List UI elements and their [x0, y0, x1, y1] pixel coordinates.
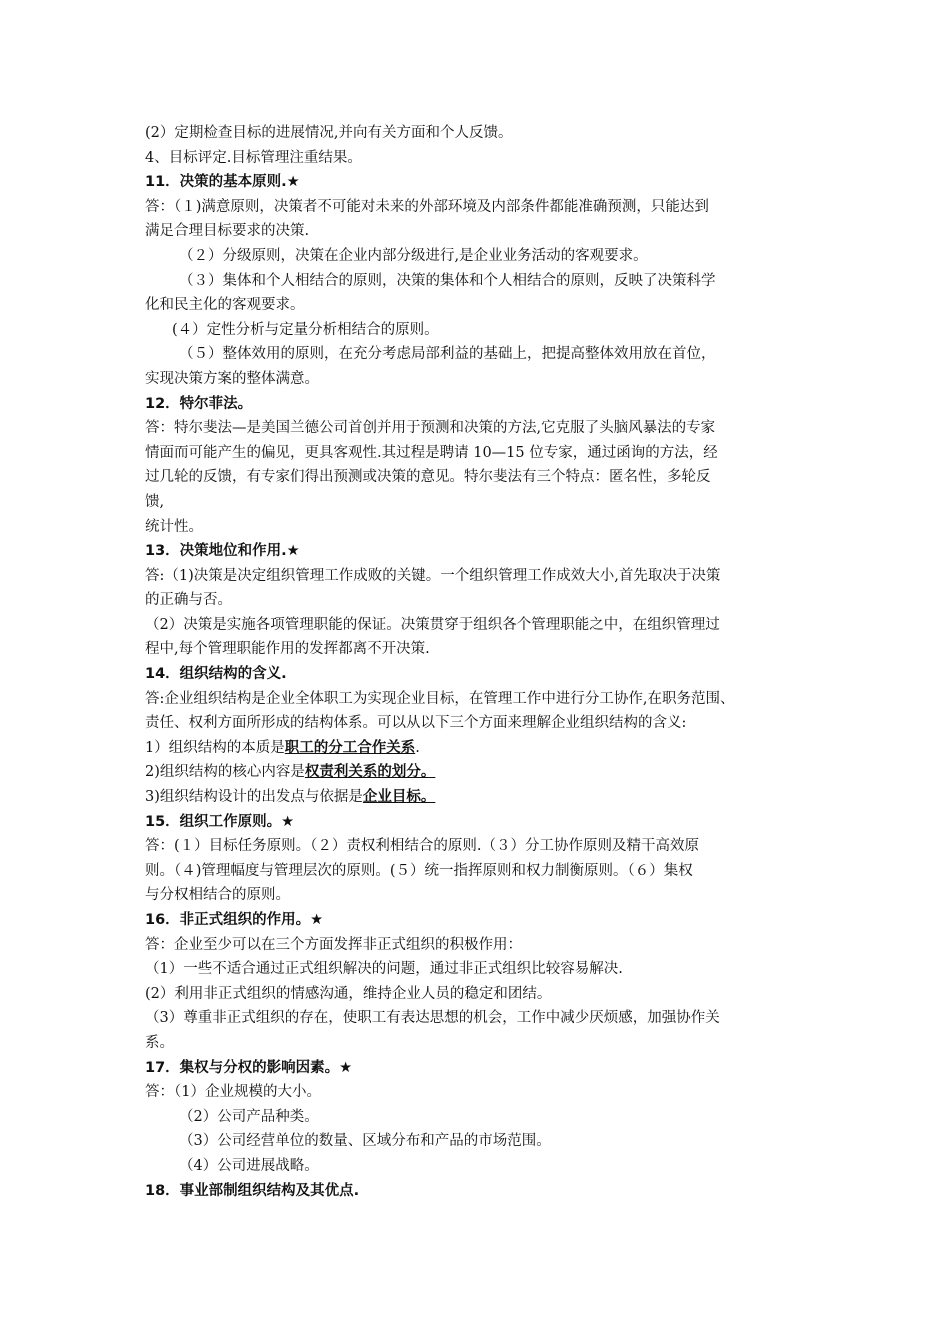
- answer-line: 化和民主化的客观要求。: [145, 297, 305, 314]
- answer-line: 则。（４)管理幅度与管理层次的原则。(５）统一指挥原则和权力制衡原则。（６）集权: [145, 862, 693, 879]
- answer-line: （3）公司经营单位的数量、区域分布和产品的市场范围。: [179, 1133, 551, 1150]
- answer-line: （２）分级原则，决策在企业内部分级进行,是企业业务活动的客观要求。: [179, 247, 648, 264]
- answer-line: （５）整体效用的原则，在充分考虑局部利益的基础上，把提高整体效用放在首位，: [179, 346, 716, 363]
- answer-line: （1）一些不适合通过正式组织解决的问题，通过非正式组织比较容易解决.: [145, 961, 623, 978]
- line-suffix: .: [415, 739, 420, 756]
- answer-line: 答:（1)决策是决定组织管理工作成败的关键。一个组织管理工作成效大小,首先取决于决策: [145, 567, 721, 584]
- answer-line: 答：(１）目标任务原则。（２）责权利相结合的原则.（３）分工协作原则及精干高效原: [145, 838, 700, 855]
- answer-line: 满足合理目标要求的决策.: [145, 223, 310, 240]
- underlined-term: 职工的分工合作关系: [284, 738, 416, 756]
- answer-line: 情面而可能产生的偏见，更具客观性.其过程是聘请 10—15 位专家，通过函询的方法，经: [145, 444, 718, 461]
- question-heading-15: 15．组织工作原则。★: [145, 813, 295, 830]
- question-heading-12: 12．特尔菲法。: [145, 395, 253, 412]
- answer-line: 答:企业组织结构是企业全体职工为实现企业目标，在管理工作中进行分工协作,在职务范围、: [145, 690, 735, 707]
- answer-line: 实现决策方案的整体满意。: [145, 370, 319, 387]
- answer-line: 馈,: [145, 493, 165, 510]
- answer-line: (2）利用非正式组织的情感沟通，维持企业人员的稳定和团结。: [145, 985, 552, 1002]
- answer-line: [145, 785, 825, 810]
- text-line: (2）定期检查目标的进展情况,并向有关方面和个人反馈。: [145, 125, 513, 141]
- answer-line: 与分权相结合的原则。: [145, 887, 290, 904]
- underlined-term: 企业目标。: [362, 788, 436, 806]
- answer-line: （3）尊重非正式组织的存在，使职工有表达思想的机会，工作中减少厌烦感，加强协作关: [145, 1010, 720, 1027]
- answer-line: 程中,每个管理职能作用的发挥都离不开决策.: [145, 641, 430, 658]
- answer-line: （2）公司产品种类。: [179, 1108, 319, 1125]
- question-heading-16: 16．非正式组织的作用。★: [145, 912, 324, 928]
- answer-line: 答：特尔斐法—是美国兰德公司首创并用于预测和决策的方法,它克服了头脑风暴法的专家: [145, 420, 716, 437]
- answer-line: （３）集体和个人相结合的原则，决策的集体和个人相结合的原则，反映了决策科学: [179, 272, 716, 289]
- answer-line: 答：（1）企业规模的大小。: [145, 1084, 321, 1101]
- line-prefix: 2)组织结构的核心内容是: [145, 764, 305, 781]
- answer-line: 的正确与否。: [145, 592, 232, 609]
- question-heading-13: 13．决策地位和作用.★: [145, 543, 300, 560]
- answer-line: （4）公司进展战略。: [179, 1157, 319, 1174]
- question-heading-18: 18．事业部制组织结构及其优点.: [145, 1182, 360, 1199]
- answer-line: 答：（１)满意原则，决策者不可能对未来的外部环境及内部条件都能准确预测，只能达到: [145, 198, 709, 215]
- answer-line: [145, 760, 825, 785]
- underlined-term: 权责利关系的划分。: [304, 763, 436, 781]
- question-heading-11: 11．决策的基本原则.★: [145, 174, 300, 191]
- answer-line: [145, 736, 825, 761]
- question-heading-17: 17．集权与分权的影响因素。★: [145, 1059, 353, 1076]
- answer-line: (４）定性分析与定量分析相结合的原则。: [172, 321, 439, 338]
- answer-line: 统计性。: [145, 518, 203, 535]
- document-page: [145, 121, 825, 1203]
- answer-line: （2）决策是实施各项管理职能的保证。决策贯穿于组织各个管理职能之中，在组织管理过: [145, 616, 720, 633]
- answer-line: 系。: [145, 1034, 174, 1051]
- answer-line: 答：企业至少可以在三个方面发挥非正式组织的积极作用：: [145, 936, 522, 953]
- answer-line: 过几轮的反馈，有专家们得出预测或决策的意见。特尔斐法有三个特点：匿名性，多轮反: [145, 469, 711, 486]
- answer-line: 责任、权利方面所形成的结构体系。可以从以下三个方面来理解企业组织结构的含义:: [145, 715, 687, 732]
- text-line: 4、目标评定.目标管理注重结果。: [145, 149, 362, 166]
- line-prefix: 3)组织结构设计的出发点与依据是: [145, 789, 363, 806]
- question-heading-14: 14．组织结构的含义.: [145, 666, 287, 683]
- line-prefix: 1）组织结构的本质是: [145, 739, 285, 756]
